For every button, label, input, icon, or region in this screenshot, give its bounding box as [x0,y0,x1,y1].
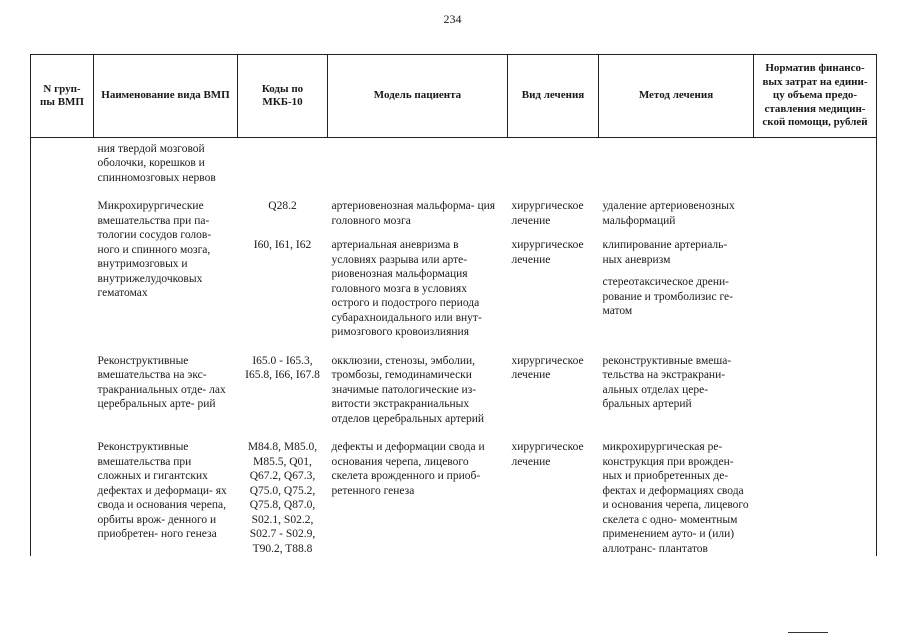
treatment-method: удаление артериовенозных мальформаций [602,200,735,227]
treatment-method: стереотаксическое дрени- рование и тромболизис ге- матом [602,276,733,318]
vmp-name: ния твердой мозговой оболочки, корешков и спинномозговых нервов [97,143,216,184]
treatment-method: реконструктивные вмеша- тельства на экстракрани- альных отделах цере- бральных артерий [602,354,732,411]
icd-codes: M84.8, M85.0, M85.5, Q01, Q67.2, Q67.3, Q75.0, Q75.2, Q75.8, Q87.0, S02.1, S02.2, S02.7 - S02.9, T90.2, T88.8 [247,441,318,555]
vmp-name: Реконструктивные вмешательства при сложных и гигантских дефектах и деформаци- ях свода и основания черепа, орбиты врож- денного и приобретен- ного генеза [97,441,227,541]
table-header [31,55,877,138]
treatment-method: микрохирургическая ре- конструкция при врожден- ных и приобретенных де- фектах и деформациях свода и основания черепа, лицевого скелета с одно- моментным применением ауто- и (или) аллотранс- плантатов [602,441,749,555]
table-row [31,340,877,426]
header-model: Модель пациента [328,55,508,138]
table-row [31,185,877,228]
treatment-method: клипирование артериаль- ных аневризм [602,239,728,266]
header-name: Наименование вида ВМП [94,55,238,138]
patient-model: артериальная аневризма в условиях разрыва или арте- риовенозная мальформация головного мозга в условиях острого и подострого периода субарахноидального или внут- римозгового кровоизлияния [331,239,482,339]
footnote-divider [788,632,828,633]
patient-model: окклюзии, стенозы, эмболии, тромбозы, гемодинамически значимые патологические из- витости экстракраниальных отделов церебральных артерий [331,354,485,425]
header-method: Метод лечения [599,55,754,138]
header-norm: Норматив финансо- вых затрат на едини- цу объема предо- ставления медицин- ской помощи, рублей [754,55,877,138]
patient-model: дефекты и деформации свода и основания черепа, лицевого скелета врожденного и приоб- ретенного генеза [331,441,485,497]
icd-codes: I60, I61, I62 [253,239,312,252]
vmp-name: Реконструктивные вмешательства на экс- тракраниальных отде- лах церебральных арте- рий [97,354,226,411]
table-row [31,426,877,556]
vmp-name: Микрохирургические вмешательства при па- тологии сосудов голов- ного и спинного мозга, внутримозговых и внутрижелудочковых гематомах [97,200,212,300]
treatment-type: хирургическое лечение [511,441,584,468]
icd-codes: I65.0 - I65.3, I65.8, I66, I67.8 [245,354,320,382]
header-treatment: Вид лечения [508,55,599,138]
vmp-table [30,54,877,556]
treatment-type: хирургическое лечение [511,239,584,266]
treatment-type: хирургическое лечение [511,354,584,382]
patient-model: артериовенозная мальформа- ция головного мозга [331,200,496,227]
page-number: 234 [443,12,462,26]
table-row [31,138,877,186]
header-group: N груп- пы ВМП [31,55,94,138]
header-codes: Коды по МКБ-10 [238,55,328,138]
treatment-type: хирургическое лечение [511,200,584,227]
icd-codes: Q28.2 [268,200,297,213]
